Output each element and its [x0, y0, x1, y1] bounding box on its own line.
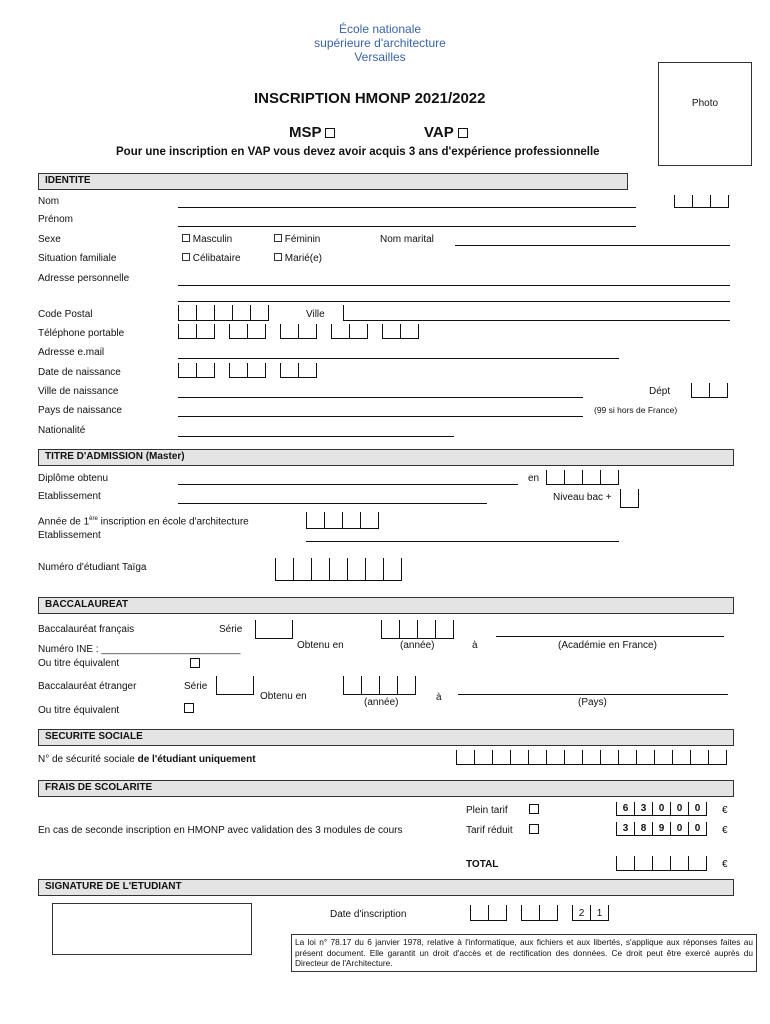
diplome-en-label: en [528, 473, 540, 484]
titre-equiv-label: Ou titre équivalent [38, 658, 120, 669]
bac-etranger-year-boxes[interactable] [343, 676, 430, 695]
photo-label: Photo [691, 98, 719, 109]
msp-option[interactable] [289, 124, 335, 141]
dept-label: Dépt [649, 386, 671, 397]
nom-marital-field[interactable] [455, 245, 730, 246]
date-inscription-label: Date d'inscription [330, 909, 407, 920]
secu-boxes[interactable] [456, 750, 741, 765]
euro-1: € [722, 805, 728, 816]
annee-premiere-boxes[interactable] [306, 512, 393, 529]
etablissement-label: Etablissement [38, 491, 101, 502]
celibataire-option[interactable]: Célibataire [182, 253, 241, 264]
prenom-label: Prénom [38, 214, 74, 225]
email-field[interactable] [178, 358, 619, 359]
adresse-field-2[interactable] [178, 301, 730, 302]
diplome-field[interactable] [178, 484, 518, 485]
page-title: INSCRIPTION HMONP 2021/2022 [254, 90, 486, 107]
feminin-checkbox[interactable] [274, 234, 282, 242]
a-label: à [472, 640, 478, 651]
a2-label: à [436, 692, 442, 703]
niveau-bac-label: Niveau bac + [553, 492, 612, 503]
etablissement-field[interactable] [178, 503, 487, 504]
code-postal-label: Code Postal [38, 309, 93, 320]
date-naissance-boxes[interactable] [178, 363, 331, 378]
euro-3: € [722, 859, 728, 870]
loi-notice: La loi n° 78.17 du 6 janvier 1978, relative à l'informatique, aux fichiers et aux libertés, s'applique aux réponses faites au présent document. Elle garantit un droit d'accès et de rectification des données. Ce droit peut être exercé auprès du Directeur de l'Architecture. [291, 934, 757, 972]
sexe-label: Sexe [38, 234, 61, 245]
nationalite-field[interactable] [178, 436, 454, 437]
msp-checkbox[interactable] [325, 128, 335, 138]
bac-year-boxes[interactable] [381, 620, 468, 639]
identite-header: IDENTITE [38, 173, 628, 190]
numero-ine-label: Numéro INE : _________________________ [38, 644, 241, 655]
logo-line-2: supérieure d'architecture [314, 36, 446, 50]
serie-label: Série [219, 624, 243, 635]
signature-box[interactable] [52, 903, 252, 955]
annee-label: (année) [400, 640, 435, 651]
masculin-option[interactable]: Masculin [182, 234, 232, 245]
feminin-option[interactable]: Féminin [274, 234, 320, 245]
ville-naissance-label: Ville de naissance [38, 386, 119, 397]
titre-equiv2-label: Ou titre équivalent [38, 705, 120, 716]
signature-header: SIGNATURE DE L'ETUDIANT [38, 879, 734, 896]
serie-box[interactable] [255, 620, 307, 639]
ville-label: Ville [306, 309, 325, 320]
secu-label: N° de sécurité sociale de l'étudiant uniquement [38, 754, 256, 765]
bac-francais-label: Baccalauréat français [38, 624, 135, 635]
marie-checkbox[interactable] [274, 253, 282, 261]
taiga-boxes[interactable] [275, 558, 416, 581]
plein-tarif-amount: 6 3 0 0 0 [616, 802, 721, 816]
nationalite-label: Nationalité [38, 425, 86, 436]
dept-boxes[interactable] [691, 383, 742, 398]
msp-label: MSP [289, 124, 322, 141]
total-label: TOTAL [466, 859, 499, 870]
vap-option[interactable] [424, 124, 468, 141]
celibataire-checkbox[interactable] [182, 253, 190, 261]
academie-label: (Académie en France) [558, 640, 657, 651]
plein-tarif-checkbox[interactable] [529, 804, 539, 816]
titre-equiv-checkbox[interactable] [190, 658, 200, 670]
pays-naissance-label: Pays de naissance [38, 405, 122, 416]
date-inscription-boxes[interactable]: 2 1 [470, 905, 623, 921]
etablissement2-field[interactable] [306, 541, 619, 542]
obtenu-en-label: Obtenu en [297, 640, 344, 651]
school-logo [270, 22, 490, 64]
vap-label: VAP [424, 124, 454, 141]
prenom-field[interactable] [178, 226, 636, 227]
ville-field[interactable] [343, 305, 730, 321]
obtenu-en2-label: Obtenu en [260, 691, 307, 702]
tarif-reduit-amount: 3 8 9 0 0 [616, 822, 721, 836]
secu-header: SECURITE SOCIALE [38, 729, 734, 746]
dept-note: (99 si hors de France) [594, 405, 678, 415]
date-naissance-label: Date de naissance [38, 367, 121, 378]
titre-equiv2-checkbox[interactable] [184, 703, 194, 715]
marie-option[interactable]: Marié(e) [274, 253, 322, 264]
diplome-label: Diplôme obtenu [38, 473, 109, 484]
etablissement2-label: Etablissement [38, 530, 101, 541]
adresse-field-1[interactable] [178, 285, 730, 286]
plein-tarif-label: Plein tarif [466, 805, 508, 816]
diplome-year-boxes[interactable] [546, 470, 633, 485]
bac-etranger-label: Baccalauréat étranger [38, 681, 137, 692]
tarif-reduit-label: Tarif réduit [466, 825, 513, 836]
logo-line-3: Versailles [354, 50, 406, 64]
admission-header: TITRE D'ADMISSION (Master) [38, 449, 734, 466]
nom-label: Nom [38, 196, 60, 207]
masculin-checkbox[interactable] [182, 234, 190, 242]
email-label: Adresse e.mail [38, 347, 105, 358]
nom-field[interactable] [178, 207, 636, 208]
bac-header: BACCALAUREAT [38, 597, 734, 614]
ville-naissance-field[interactable] [178, 397, 583, 398]
pays-naissance-field[interactable] [178, 416, 583, 417]
telephone-label: Téléphone portable [38, 328, 125, 339]
annee2-label: (année) [364, 697, 399, 708]
annee-premiere-label: Année de 1ère inscription en école d'architecture [38, 516, 249, 528]
nom-marital-label: Nom marital [380, 234, 434, 245]
total-boxes[interactable] [616, 856, 721, 871]
situation-label: Situation familiale [38, 253, 117, 264]
taiga-label: Numéro d'étudiant Taïga [38, 562, 147, 573]
niveau-bac-box[interactable] [620, 489, 653, 508]
photo-box[interactable] [658, 62, 752, 166]
serie2-label: Série [184, 681, 208, 692]
nom-boxes[interactable] [674, 195, 743, 208]
logo-line-1: École nationale [338, 22, 422, 36]
seconde-inscription-label: En cas de seconde inscription en HMONP avec validation des 3 modules de cours [38, 825, 403, 836]
pays-label: (Pays) [578, 697, 607, 708]
euro-2: € [722, 825, 728, 836]
code-postal-boxes[interactable] [178, 305, 283, 321]
frais-header: FRAIS DE SCOLARITE [38, 780, 734, 797]
telephone-boxes[interactable] [178, 324, 433, 339]
vap-notice: Pour une inscription en VAP vous devez avoir acquis 3 ans d'expérience professionnelle [116, 146, 600, 158]
tarif-reduit-checkbox[interactable] [529, 824, 539, 836]
pays-field[interactable] [458, 694, 728, 695]
adresse-label: Adresse personnelle [38, 273, 130, 284]
academie-field[interactable] [496, 636, 724, 637]
vap-checkbox[interactable] [458, 128, 468, 138]
